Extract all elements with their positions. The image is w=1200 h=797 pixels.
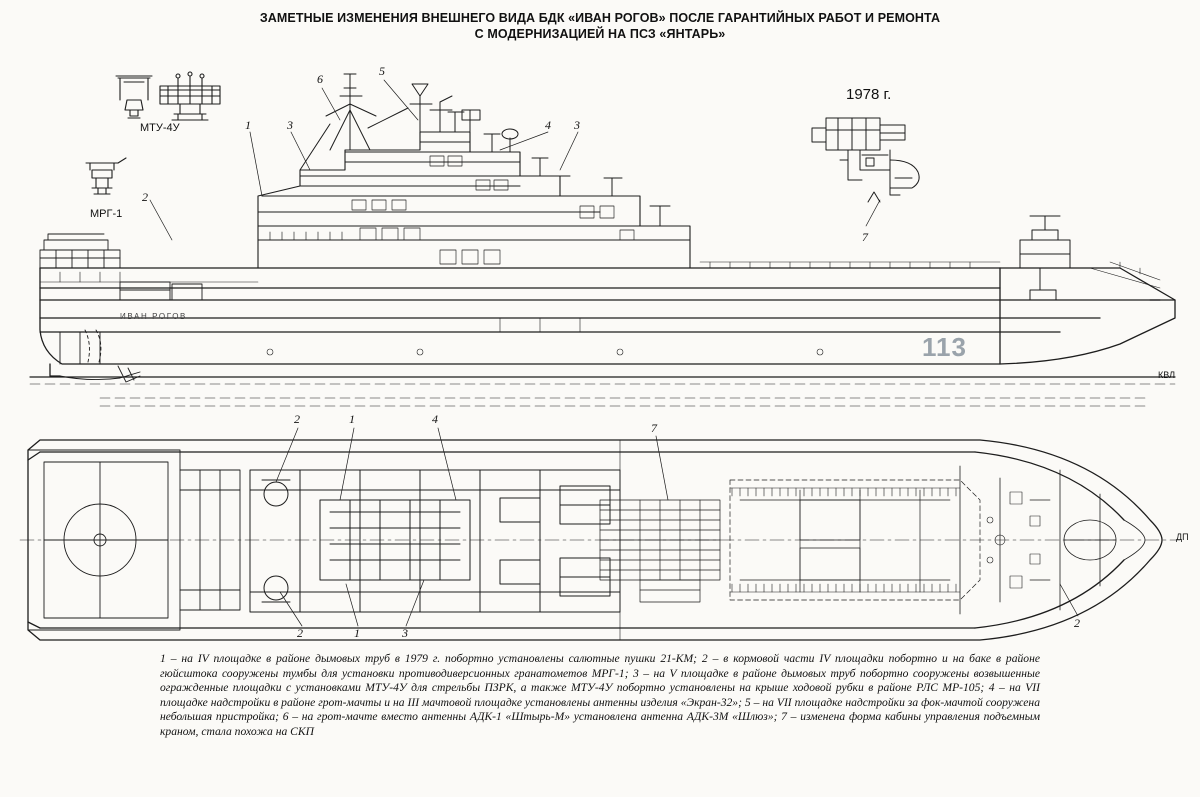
superstructure-profile <box>258 132 690 268</box>
footnotes-text: 1 – на IV площадке в районе дымовых труб в 1979 г. побортно установлены салютные пушки 21-КМ; 2 – в кормовой части IV площадки побортно и на баке в районе гюйсштока сооружены тумбы для установки противодиверсионных гранатометов МРГ-1; 3 – на V площадке в районе дымовых труб побортно сооружены возвышенные огражденные площадки с установками МТУ-4У для стрельбы ПЗРК, а также МТУ-4У побортно установлены на крыше ходовой рубки в районе РЛС МР-105; 4 – на VII площадке надстройки в районе грот-мачты и на III мачтовой площадке установлены антенны изделия «Экран-32»; 5 – на VII площадке надстройки за фок-мачтой сооружена небольшая пристройка; 6 – на грот-мачте вместо антенны АДК-1 «Штырь-М» установлена антенна АДК-3М «Шлюз»; 7 – изменена форма кабины управления подъемным краном, стала похожа на СКП <box>160 652 1040 738</box>
callout-plan-top-2: 2 <box>294 412 300 426</box>
hull-number: 113 <box>922 332 967 362</box>
hull-plan <box>28 440 1162 640</box>
mtu-4u-launcher-icon <box>160 72 220 120</box>
callout-plan-bottom-2: 2 <box>297 626 303 640</box>
callout-profile-5: 5 <box>379 64 385 78</box>
callout-profile-3: 3 <box>287 118 293 132</box>
callout-profile-4: 4 <box>545 118 551 132</box>
title-line-2: С МОДЕРНИЗАЦИЕЙ НА ПСЗ «ЯНТАРЬ» <box>474 27 726 41</box>
hull-profile <box>40 268 1175 376</box>
label-mtu-4u: МТУ-4У <box>140 122 180 134</box>
callout-profile-7: 7 <box>862 230 868 244</box>
deck-hatch-grid <box>600 500 720 602</box>
callout-profile-1: 1 <box>245 118 251 132</box>
callout-plan-top-1: 1 <box>349 412 355 426</box>
callout-plan-top-7: 7 <box>651 421 657 435</box>
callout-profile-3b: 3 <box>574 118 580 132</box>
callout-plan-top-4: 4 <box>432 412 438 426</box>
callout-profile-6: 6 <box>317 72 323 86</box>
callout-plan-bottom-2b: 2 <box>1074 616 1080 630</box>
title-line-1: ЗАМЕТНЫЕ ИЗМЕНЕНИЯ ВНЕШНЕГО ВИДА БДК «ИВАН РОГОВ» ПОСЛЕ ГАРАНТИЙНЫХ РАБОТ И РЕМОНТА <box>259 11 941 25</box>
callout-plan-bottom-3: 3 <box>402 626 408 640</box>
1978-crane-cabin-detail <box>812 118 919 202</box>
mrg-1-icon <box>86 158 126 194</box>
masts-and-antennas <box>300 74 670 226</box>
label-mrg-1: МРГ-1 <box>90 208 123 220</box>
page-title <box>0 10 1200 42</box>
mtu-4u-icon <box>116 76 152 118</box>
footnotes <box>160 652 1040 740</box>
label-year-1978: 1978 г. <box>846 86 892 103</box>
callout-profile-2: 2 <box>142 190 148 204</box>
callout-plan-bottom-1: 1 <box>354 626 360 640</box>
crane-profile <box>1020 216 1070 300</box>
hull-ship-name: ИВАН РОГОВ <box>120 312 187 321</box>
superstructure-plan <box>250 470 620 612</box>
label-waterline: КВЛ <box>1158 370 1176 380</box>
label-centerline: ДП <box>1176 532 1189 542</box>
